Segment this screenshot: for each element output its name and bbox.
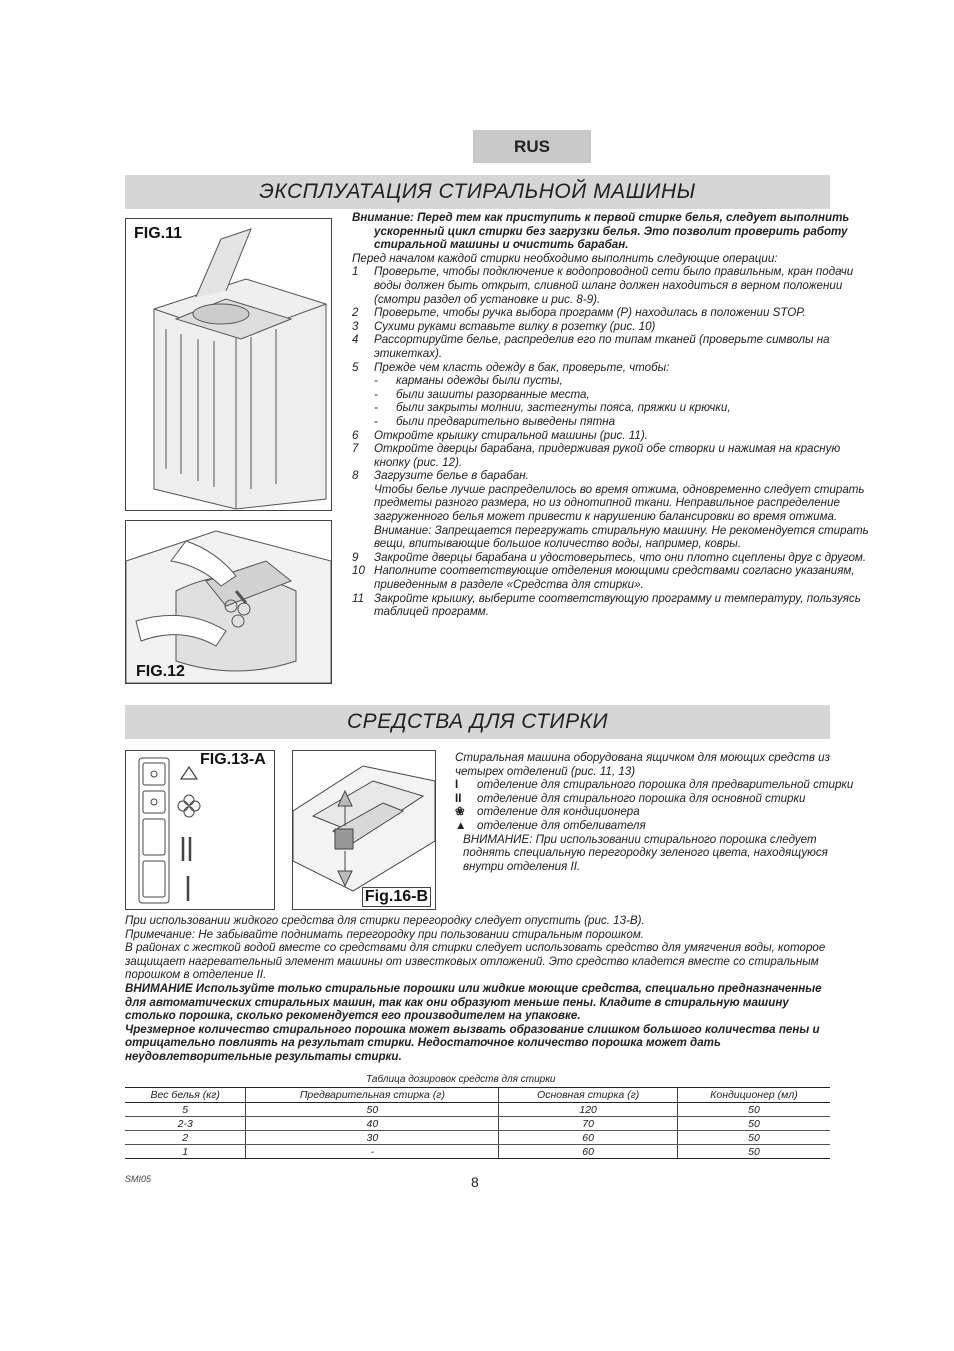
step-item: 3 Сухими руками вставьте вилку в розетку (рис. 10) <box>352 319 656 333</box>
table-cell: 120 <box>499 1103 678 1117</box>
table-cell: 60 <box>499 1145 678 1159</box>
table-cell: 5 <box>125 1103 246 1117</box>
table-cell: 50 <box>677 1131 830 1145</box>
table-row <box>125 1131 830 1145</box>
table-row <box>125 1117 830 1131</box>
step-item: 8 Загрузите белье в барабан. <box>352 469 529 483</box>
step-item: 6 Откройте крышку стиральной машины (рис. 11). <box>352 428 648 442</box>
check-item: - были зашиты разорванные места, <box>374 387 590 401</box>
column-header: Предварительная стирка (г) <box>246 1088 499 1103</box>
fig12-figure <box>125 520 332 684</box>
table-cell: 30 <box>246 1131 499 1145</box>
operation-intro: Перед началом каждой стирки необходимо выполнить следующие операции: <box>352 251 778 265</box>
table-cell: 50 <box>677 1103 830 1117</box>
table-caption: Таблица дозировок средств для стирки <box>366 1074 556 1085</box>
first-wash-warning: Внимание: Перед тем как приступить к первой стирке белья, следует выполнить ускоренный цикл стирки без загрузки белья. Это позволит проверить работу стиральной машины и очистить барабан. <box>352 211 850 252</box>
fig12-label: FIG.12 <box>136 663 185 680</box>
table-cell: 50 <box>677 1117 830 1131</box>
fig13a-label: FIG.13-A <box>200 751 266 768</box>
mainwash-compartment-symbol: II <box>455 791 462 805</box>
drum-door-illustration <box>126 521 331 683</box>
step-item: 7 Откройте дверцы барабана, придерживая рукой обе створки и нажимая на красную кнопку (рис. 12). <box>352 442 841 469</box>
table-cell: 50 <box>677 1145 830 1159</box>
table-cell: 50 <box>246 1103 499 1117</box>
table-cell: 2 <box>125 1131 246 1145</box>
partition-reminder: Примечание: Не забывайте поднимать перегородку при пользовании стиральным порошком. <box>125 927 644 941</box>
washing-machine-illustration <box>126 219 331 510</box>
column-header: Кондиционер (мл) <box>677 1088 830 1103</box>
step-item: 10 Наполните соответствующие отделения моющими средствами согласно указаниям, приведенным в разделе «Средства для стирки». <box>352 564 855 592</box>
overload-warning: Внимание: Запрещается перегружать стиральную машину. Не рекомендуется стирать вещи, впитывающие большое количество воды, например, ковры. <box>374 523 869 551</box>
detergent-amount-warning: Чрезмерное количество стирального порошка может вызвать образование слишком большого количества пены и отрицательно повлиять на результат стирки. Недостаточное количество порошка может дать неудовлетворительные результаты стирки. <box>125 1022 820 1063</box>
detergent-notes <box>125 914 830 1064</box>
step-item: 9 Закройте дверцы барабана и удостоверьтесь, что они плотно сцеплены друг с другом. <box>352 550 867 564</box>
check-item: - были предварительно выведены пятна <box>374 414 616 428</box>
compartment-item: ▲ отделение для отбеливателя <box>455 818 646 832</box>
liquid-detergent-note: При использовании жидкого средства для стирки перегородку следует опустить (рис. 13-B). <box>125 914 645 927</box>
table-cell: 2-3 <box>125 1117 246 1131</box>
detergent-intro-block <box>455 751 865 873</box>
flower-icon: ❀ <box>455 805 465 819</box>
check-item: - были закрыты молнии, застегнуты пояса, пряжки и крючки, <box>374 401 731 415</box>
document-code: SMI05 <box>125 1174 152 1184</box>
section-title-detergents: СРЕДСТВА ДЛЯ СТИРКИ <box>125 705 830 739</box>
drawer-intro: Стиральная машина оборудована ящичком для моющих средств из четырех отделений (рис. 11, 13) <box>455 751 831 778</box>
table-row <box>125 1103 830 1117</box>
language-badge: RUS <box>473 130 591 163</box>
dosage-table <box>125 1087 830 1159</box>
fig11-figure <box>125 218 332 511</box>
fig13a-figure <box>125 750 275 910</box>
load-distribution-note: Чтобы белье лучше распределилось во время отжима, одновременно следует стирать предметы разного размера, но из однотипной ткани. Неправильное распределение загруженного белья может привести к нарушению балансировки во время отжима. <box>374 482 865 524</box>
bleach-icon: ▲ <box>455 818 467 832</box>
page-number: 8 <box>471 1174 479 1190</box>
step-item: 2 Проверьте, чтобы ручка выбора программ (P) находилась в положении STOP. <box>352 306 806 320</box>
compartment-item: ❀ отделение для кондиционера <box>455 805 640 819</box>
operation-text <box>352 211 875 619</box>
partition-attention: ВНИМАНИЕ: При использовании стирального порошка следует поднять специальную перегородку зеленого цвета, находящуюся внутри отделения II. <box>463 832 828 873</box>
step-item: 4 Рассортируйте белье, распределив его по типам тканей (проверьте символы на этикетках). <box>352 333 830 360</box>
column-header: Вес белья (кг) <box>125 1088 246 1103</box>
detergent-drawer-diagram <box>126 751 274 909</box>
partition-diagram <box>293 751 435 909</box>
step-item: 11 Закройте крышку, выберите соответствующую программу и температуру, пользуясь таблицей программ. <box>352 591 861 619</box>
prewash-compartment-symbol: I <box>455 778 459 792</box>
fig16b-figure <box>292 750 436 910</box>
step-item: 5 Прежде чем класть одежду в бак, проверьте, чтобы: <box>352 360 670 374</box>
compartment-item: I отделение для стирального порошка для предварительной стирки <box>455 778 854 792</box>
table-header-row <box>125 1088 830 1103</box>
table-cell: 40 <box>246 1117 499 1131</box>
table-cell: 1 <box>125 1145 246 1159</box>
compartment-item: II отделение для стирального порошка для основной стирки <box>455 791 806 805</box>
table-cell: 70 <box>499 1117 678 1131</box>
table-cell: - <box>246 1145 499 1159</box>
hard-water-note: В районах с жесткой водой вместе со средствами для стирки следует использовать средство для умягчения воды, которое защищает нагревательный элемент машины от известковых отложений. Это средство кладется вместе со стиральным порошком в отделение II. <box>125 941 826 982</box>
step-item: 1 Проверьте, чтобы подключение к водопроводной сети было правильным, кран подачи воды должен быть открыт, сливной шланг должен находиться в верном положении (смотри раздел об установке и рис. 8-9). <box>352 265 854 306</box>
table-cell: 60 <box>499 1131 678 1145</box>
check-item: - карманы одежды были пусты, <box>374 374 563 388</box>
fig16b-label: Fig.16-B <box>362 887 431 907</box>
detergent-type-warning: ВНИМАНИЕ Используйте только стиральные порошки или жидкие моющие средства, специально предназначенные для автоматических стиральных машин, так как они образуют меньше пены. Кладите в стиральную машину столько порошка, сколько рекомендуется его производителем на упаковке. <box>125 981 822 1023</box>
fig11-label: FIG.11 <box>134 225 183 242</box>
column-header: Основная стирка (г) <box>499 1088 678 1103</box>
table-row <box>125 1145 830 1159</box>
section-title-operation: ЭКСПЛУАТАЦИЯ СТИРАЛЬНОЙ МАШИНЫ <box>125 175 830 209</box>
